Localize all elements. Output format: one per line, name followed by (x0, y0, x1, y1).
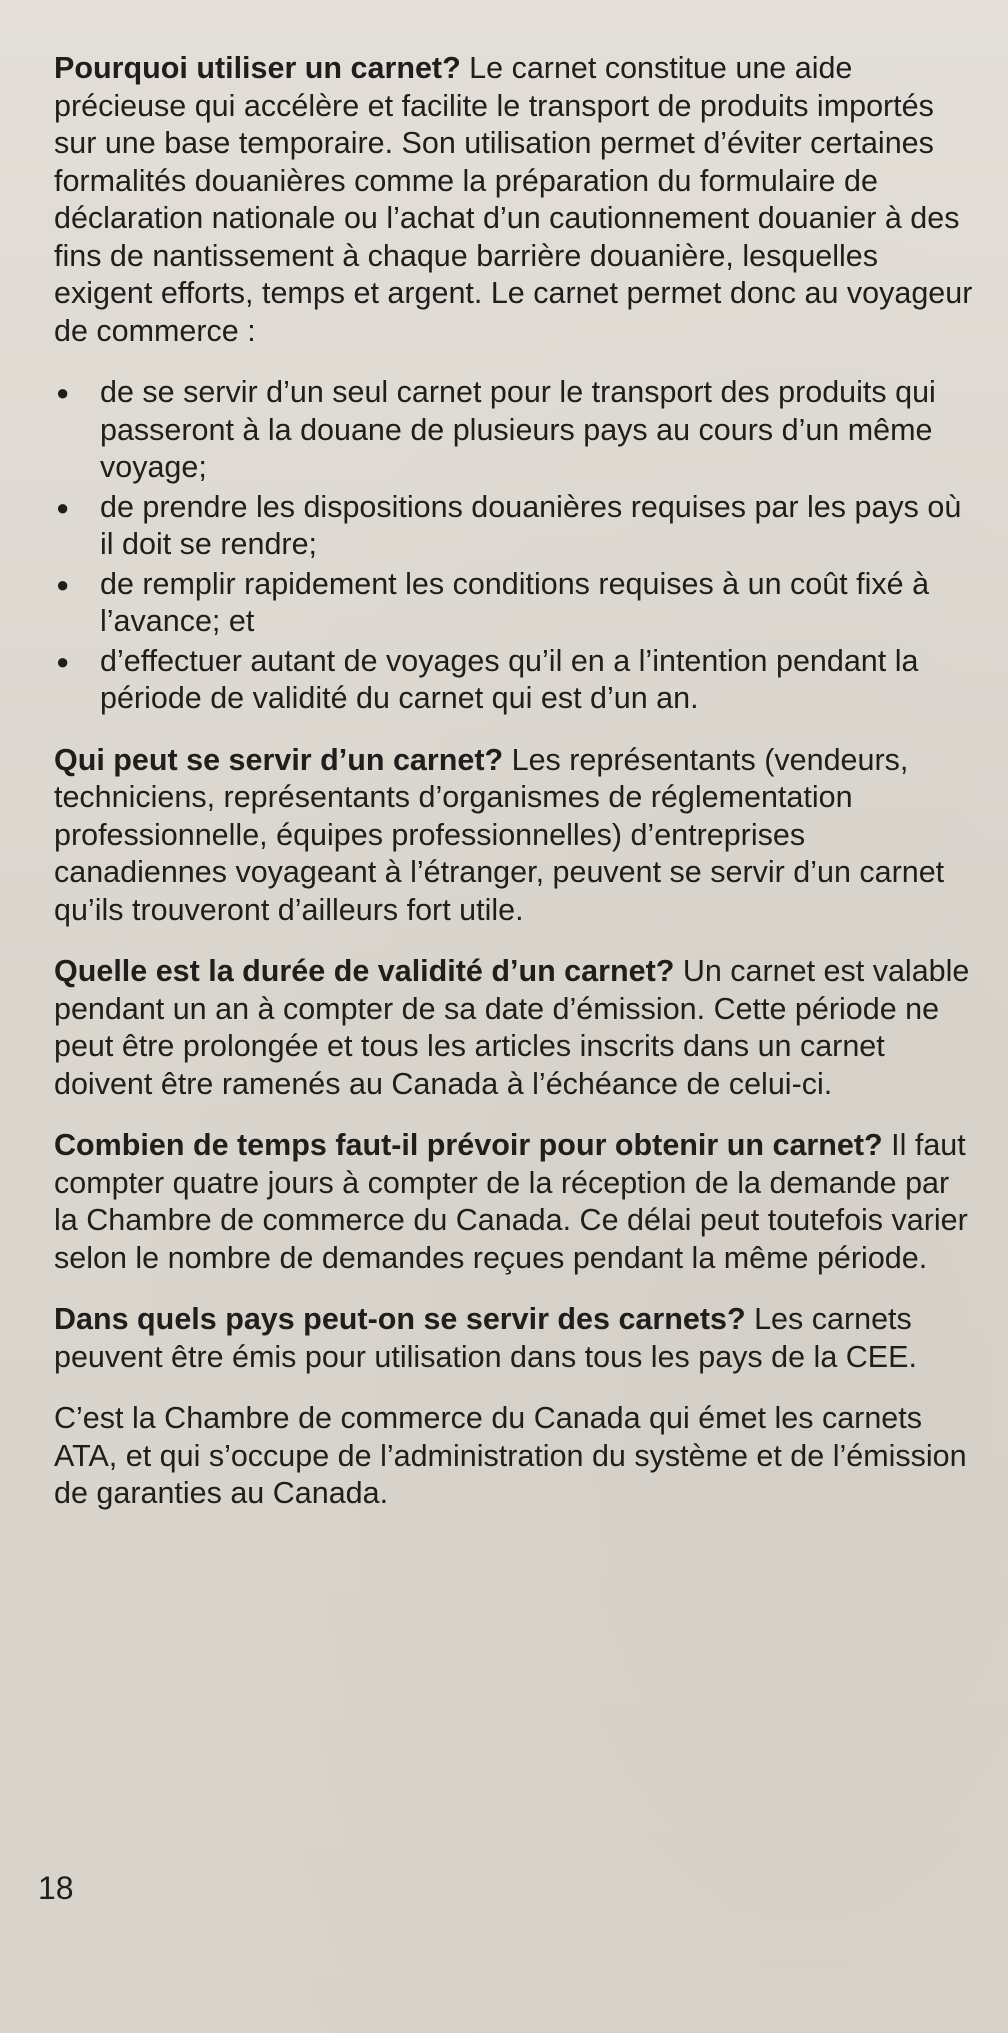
paragraph-why-use-carnet (54, 50, 979, 350)
bullet-icon: ● (56, 571, 70, 597)
heading-countries: Dans quels pays peut-on se servir des carnets? (54, 1302, 746, 1336)
list-item-text: de remplir rapidement les conditions requises à un coût fixé à l’avance; et (100, 566, 930, 638)
paragraph-processing-time (54, 1127, 979, 1277)
list-item (54, 566, 979, 641)
bullet-icon: ● (56, 648, 70, 674)
bullet-icon: ● (56, 494, 70, 520)
text-why-use-carnet: Le carnet constitue une aide précieuse qui accélère et facilite le transport de produits importés sur une base temporaire. Son utilisation permet d’éviter certaines formalités douanières comme la préparation du formulaire de déclaration nationale ou l’achat d’un cautionnement douanier à des fins de nantissement à chaque barrière douanière, lesquelles exigent efforts, temps et argent. Le carnet permet donc au voyageur de commerce : (54, 51, 973, 348)
text-validity: Un carnet est valable pendant un an à compter de sa date d’émission. Cette période ne peut être prolongée et tous les articles inscrits dans un carnet doivent être ramenés au Canada à l’échéance de celui-ci. (54, 954, 970, 1101)
heading-validity: Quelle est la durée de validité d’un carnet? (54, 954, 675, 988)
page-number: 18 (38, 1870, 74, 1906)
text-countries: Les carnets peuvent être émis pour utilisation dans tous les pays de la CEE. (54, 1302, 917, 1374)
list-item (54, 643, 979, 718)
text-who-can-use: Les représentants (vendeurs, techniciens, représentants d’organismes de réglementation professionnelle, équipes professionnelles) d’entreprises canadiennes voyageant à l’étranger, peuvent se servir d’un carnet qu’ils trouveront d’ailleurs fort utile. (54, 742, 945, 927)
heading-who-can-use: Qui peut se servir d’un carnet? (54, 742, 504, 777)
list-item-text: d’effectuer autant de voyages qu’il en a l’intention pendant la période de validité du carnet qui est d’un an. (100, 643, 919, 715)
heading-processing-time: Combien de temps faut-il prévoir pour obtenir un carnet? (54, 1128, 883, 1162)
list-item (54, 374, 979, 487)
list-item-text: de prendre les dispositions douanières requises par les pays où il doit se rendre; (100, 489, 962, 561)
paragraph-closing: C’est la Chambre de commerce du Canada qui émet les carnets ATA, et qui s’occupe de l’administration du système et de l’émission de garanties au Canada. (54, 1401, 967, 1510)
list-item-text: de se servir d’un seul carnet pour le transport des produits qui passeront à la douane de plusieurs pays au cours d’un même voyage; (100, 375, 936, 484)
bullet-icon: ● (56, 380, 70, 405)
paragraph-countries (54, 1301, 979, 1376)
text-processing-time: Il faut compter quatre jours à compter de la réception de la demande par la Chambre de commerce du Canada. Ce délai peut toutefois varier selon le nombre de demandes reçues pendant la même période. (54, 1128, 968, 1275)
paragraph-validity (54, 953, 979, 1103)
document-body (54, 50, 979, 1537)
paragraph-who-can-use (54, 742, 979, 930)
heading-why-use-carnet: Pourquoi utiliser un carnet? (54, 51, 461, 85)
benefits-list (54, 374, 979, 718)
list-item (54, 489, 979, 564)
